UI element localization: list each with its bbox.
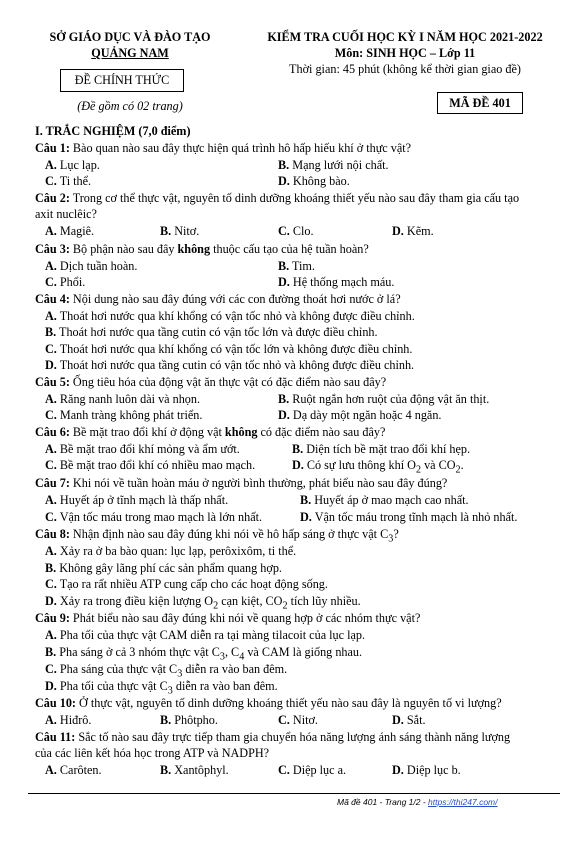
option-c: C. Tạo ra rất nhiều ATP cung cấp cho các hoạt động sống. <box>45 577 328 591</box>
question-6: Câu 6: Bề mặt trao đổi khí ở động vật không có đặc điểm nào sau đây? <box>35 425 386 439</box>
option-a: A. Hiđrô. <box>45 713 92 727</box>
option-d: D. Diệp lục b. <box>392 763 461 777</box>
question-9: Câu 9: Phát biểu nào sau đây đúng khi nói về quang hợp ở các nhóm thực vật? <box>35 611 421 625</box>
option-c: C. Pha sáng của thực vật $C_3$ diễn ra vào ban đêm. <box>45 662 288 680</box>
option-c: C. Bề mặt trao đổi khí có nhiều mao mạch. <box>45 458 256 472</box>
option-a: A. Lục lạp. <box>45 158 100 172</box>
option-d: D. Pha tối của thực vật $C_3$ diễn ra vào ban đêm. <box>45 679 278 697</box>
option-c: C. Phổi. <box>45 275 86 289</box>
option-d: D. Xảy ra trong điều kiện lượng $O_2$ cạn kiệt, $CO_2$ tích lũy nhiều. <box>45 594 361 612</box>
option-b: B. Diện tích bề mặt trao đổi khí hẹp. <box>292 442 471 456</box>
option-a: A. Dịch tuần hoàn. <box>45 259 138 273</box>
option-a: A. Thoát hơi nước qua khí khổng có vận tốc nhỏ và không được điều chỉnh. <box>45 309 415 323</box>
option-c: C. Ti thể. <box>45 174 92 188</box>
option-a: A. Magiê. <box>45 224 95 238</box>
option-d: D. Sắt. <box>392 713 426 727</box>
question-number: Câu 1: <box>35 141 70 155</box>
question-11: Câu 11: Sắc tố nào sau đây trực tiếp tham gia chuyển hóa năng lượng ánh sáng thành năng lượng <box>35 730 511 744</box>
option-c: C. Diệp lục a. <box>278 763 347 777</box>
option-d: D. Thoát hơi nước qua tầng cutin có vận tốc nhỏ và không được điều chỉnh. <box>45 358 415 372</box>
question-7: Câu 7: Khi nói về tuần hoàn máu ở người bình thường, phát biểu nào sau đây đúng? <box>35 476 448 490</box>
option-c: C. Clo. <box>278 224 314 238</box>
question-4: Câu 4: Nội dung nào sau đây đúng với các con đường thoát hơi nước ở lá? <box>35 292 401 306</box>
question-11-cont: của các liên kết hóa học trong ATP và NADPH? <box>35 746 270 760</box>
option-a: A. Bề mặt trao đổi khí mỏng và ẩm ướt. <box>45 442 240 456</box>
option-d: D. Có sự lưu thông khí $O_2$ và $CO_2$. <box>292 458 464 476</box>
option-a: A. Huyết áp ở tĩnh mạch là thấp nhất. <box>45 493 229 507</box>
option-b: B. Pha sáng ở cả 3 nhóm thực vật $C_3$, $C_4$ và CAM là giống nhau. <box>45 645 363 663</box>
official-label: ĐỀ CHÍNH THỨC <box>74 73 170 87</box>
section-title: I. TRẮC NGHIỆM (7,0 điểm) <box>35 124 191 138</box>
exam-title: KIỂM TRA CUỐI HỌC KỲ I NĂM HỌC 2021-2022 <box>267 30 543 44</box>
option-b: B. Phôtpho. <box>160 713 218 727</box>
option-a: A. Răng nanh luôn dài và nhọn. <box>45 392 201 406</box>
question-10: Câu 10: Ở thực vật, nguyên tố dinh dưỡng khoáng thiết yếu nào sau đây là nguyên tố vi lượng? <box>35 696 502 710</box>
exam-code-box <box>437 92 523 114</box>
subject-line: Môn: SINH HỌC – Lớp 11 <box>334 46 476 60</box>
province-name: QUẢNG NAM <box>91 46 169 60</box>
official-box <box>60 69 184 92</box>
option-b: B. Ruột ngắn hơn ruột của động vật ăn thịt. <box>278 392 490 406</box>
option-d: D. Không bào. <box>278 174 350 188</box>
option-c: C. Thoát hơi nước qua khí khổng có vận tốc lớn và không được điều chỉnh. <box>45 342 413 356</box>
option-a: A. Xảy ra ở ba bào quan: lục lạp, perôxixôm, ti thể. <box>45 544 297 558</box>
option-a: A. Carôten. <box>45 763 102 777</box>
question-text: Bào quan nào sau đây thực hiện quá trình hô hấp hiếu khí ở thực vật? <box>72 141 412 155</box>
question-2-cont: axit nuclêic? <box>35 207 97 221</box>
option-b: B. Không gây lãng phí các sản phẩm quang hợp. <box>45 561 282 575</box>
question-2: Câu 2: Trong cơ thể thực vật, nguyên tố dinh dưỡng khoáng thiết yếu nào sau đây tham gia cấu tạo <box>35 191 520 205</box>
option-b: B. Thoát hơi nước qua tầng cutin có vận tốc lớn và được điều chỉnh. <box>45 325 378 339</box>
option-c: C. Vận tốc máu trong mao mạch là lớn nhất. <box>45 510 263 524</box>
option-a: A. Pha tối của thực vật CAM diễn ra tại màng tilacoit của lục lạp. <box>45 628 366 642</box>
department-name: SỞ GIÁO DỤC VÀ ĐÀO TẠO <box>49 30 211 44</box>
option-c: C. Manh tràng không phát triển. <box>45 408 203 422</box>
duration-line: Thời gian: 45 phút (không kể thời gian giao đề) <box>289 62 521 76</box>
option-d: D. Vận tốc máu trong tĩnh mạch là nhỏ nhất. <box>300 510 518 524</box>
footer-text: Mã đề 401 - Trang 1/2 - <box>337 797 429 807</box>
option-b: B. Huyết áp ở mao mạch cao nhất. <box>300 493 469 507</box>
footer-rule <box>28 793 560 794</box>
option-d: D. Kẽm. <box>392 224 434 238</box>
exam-code: MÃ ĐỀ 401 <box>449 96 511 110</box>
question-5: Câu 5: Ống tiêu hóa của động vật ăn thực vật có đặc điểm nào sau đây? <box>35 375 387 389</box>
footer-link[interactable]: https://thi247.com/ <box>428 797 498 807</box>
page-count: (Đề gồm có 02 trang) <box>77 99 183 113</box>
question-3: Câu 3: Bộ phận nào sau đây không thuộc cấu tạo của hệ tuần hoàn? <box>35 242 369 256</box>
question-1 <box>35 141 565 156</box>
option-b: B. Xantôphyl. <box>160 763 229 777</box>
option-b: B. Tim. <box>278 259 315 273</box>
question-8: Câu 8: Nhận định nào sau đây đúng khi nói về hô hấp sáng ở thực vật $C_3$? <box>35 527 399 545</box>
option-b: B. Mạng lưới nội chất. <box>278 158 389 172</box>
option-d: D. Dạ dày một ngăn hoặc 4 ngăn. <box>278 408 442 422</box>
option-b: B. Nitơ. <box>160 224 200 238</box>
option-c: C. Nitơ. <box>278 713 318 727</box>
option-d: D. Hệ thống mạch máu. <box>278 275 395 289</box>
